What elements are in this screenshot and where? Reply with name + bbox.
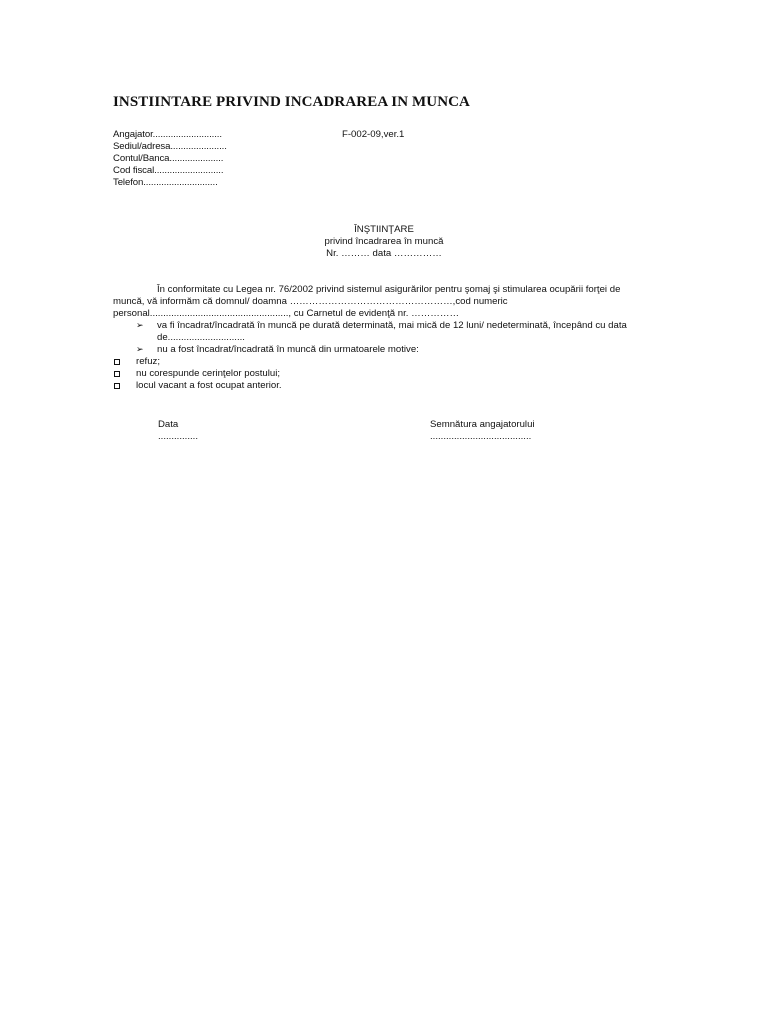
refusal-checkbox[interactable] [114, 359, 120, 365]
bullet-arrow-icon: ➢ [136, 344, 144, 354]
body-line-1: În conformitate cu Legea nr. 76/2002 privind sistemul asigurărilor pentru şomaj şi stimularea ocupării forţei de [157, 284, 621, 295]
employer-signature-line: ...................................... [430, 431, 532, 442]
notice-subheading: privind încadrarea în muncă [324, 236, 444, 247]
requirements-checkbox[interactable] [114, 371, 120, 377]
date-label: Data [158, 419, 179, 430]
address-field: Sediul/adresa...................... [113, 141, 227, 152]
bullet-employed-date: de............................. [157, 332, 245, 343]
employer-signature-label: Semnătura angajatorului [430, 419, 535, 430]
notice-heading: ÎNŞTIINŢARE [354, 224, 414, 235]
body-word: ……………………………………………,cod [289, 296, 471, 307]
body-word: muncă, [113, 296, 145, 307]
reason-requirements: nu corespunde cerinţelor postului; [136, 368, 280, 379]
bank-account-field: Contul/Banca..................... [113, 153, 224, 164]
body-line-2 [113, 296, 655, 308]
form-code: F-002-09,ver.1 [342, 129, 405, 140]
employer-field: Angajator........................... [113, 129, 222, 140]
date-line: ............... [158, 431, 198, 442]
body-word: domnul/ [215, 296, 250, 307]
reason-refusal: refuz; [136, 356, 160, 367]
body-word: vă [147, 296, 158, 307]
bullet-not-employed: nu a fost încadrat/încadrată în muncă din urmatoarele motive: [157, 344, 419, 355]
phone-field: Telefon............................. [113, 177, 218, 188]
position-filled-checkbox[interactable] [114, 383, 120, 389]
body-line-3: personal...................................................., cu Carnetul de evidenţă nr. …………… [113, 308, 460, 319]
document-title: INSTIINTARE PRIVIND INCADRAREA IN MUNCA [113, 94, 470, 110]
fiscal-code-field: Cod fiscal........................... [113, 165, 224, 176]
reason-position-filled: locul vacant a fost ocupat anterior. [136, 380, 282, 391]
notice-number-date: Nr. ……… data …………… [326, 248, 442, 259]
body-word: că [202, 296, 213, 307]
body-word: numeric [473, 296, 508, 307]
body-paragraph [113, 284, 655, 320]
bullet-employed: va fi încadrat/încadrată în muncă pe durată determinată, mai mică de 12 luni/ nedeterminată, începând cu data [157, 320, 627, 331]
body-word: informăm [159, 296, 200, 307]
bullet-arrow-icon: ➢ [136, 320, 144, 330]
body-word: doamna [252, 296, 287, 307]
